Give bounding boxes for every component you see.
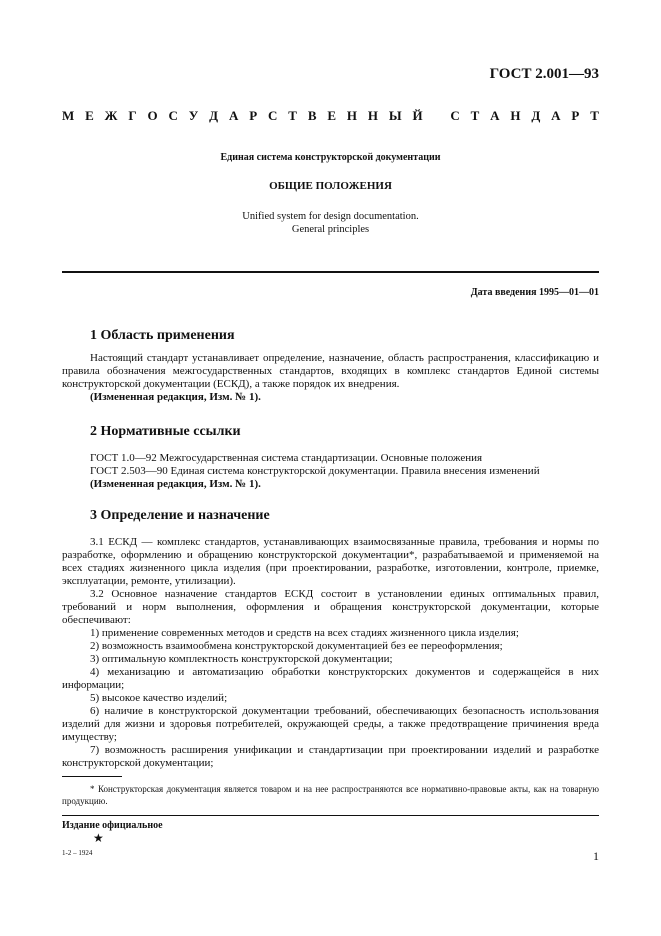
interstate-letter: А [228,108,239,123]
section-3-2: 3.2 Основное назначение стандартов ЕСКД состоит в установлении единых оптимальных правил, требований и норм выполнения, оформления и обращения конструкторской документации, которые обеспечивают: [62,588,599,626]
interstate-letter: А [490,108,500,123]
interstate-letter: Е [85,108,94,123]
interstate-letter: М [62,108,75,123]
interstate-letter: У [188,108,199,123]
interstate-letter: А [551,108,561,123]
interstate-letter: Д [209,108,219,123]
interstate-letter: Н [510,108,521,123]
interstate-letter: Д [531,108,541,123]
footer-divider [62,815,599,816]
document-title: ОБЩИЕ ПОЛОЖЕНИЯ [269,180,392,192]
official-edition-label: Издание официальное [62,820,163,831]
english-title-line-1: Unified system for design documentation. [242,211,419,222]
interstate-letter: В [307,108,317,123]
interstate-letter: О [147,108,158,123]
section-1-heading: 1 Область применения [90,328,235,343]
introduction-date: Дата введения 1995—01—01 [470,287,599,298]
interstate-letter: Н [346,108,358,123]
interstate-letter: С [450,108,460,123]
list-item: 4) механизацию и автоматизацию обработки конструкторских документов и содержащейся в них информации; [62,666,599,691]
section-3-body [62,536,599,770]
interstate-letter: С [268,108,278,123]
section-3-1: 3.1 ЕСКД — комплекс стандартов, устанавливающих взаимосвязанные правила, требования и нормы по разработке, оформлению и обращению конструкторской документации*, разрабатываемой и применяемой на всех стадиях жизненного цикла изделия (при проектировании, разработке, изготовлении, контроле, приемке, эксплуатации, ремонте, утилизации). [62,536,599,587]
interstate-letter: Г [128,108,137,123]
section-2-ref-2: ГОСТ 2.503—90 Единая система конструкторской документации. Правила внесения изменений [90,465,540,477]
english-title-line-2: General principles [291,224,370,235]
gost-code: ГОСТ 2.001—93 [489,66,599,82]
section-2-ref-1: ГОСТ 1.0—92 Межгосударственная система стандартизации. Основные положения [90,452,483,464]
interstate-letter: Ы [388,108,402,123]
page-number: 1 [593,849,599,863]
list-item: 7) возможность расширения унификации и стандартизации при проектировании изделий и разработке конструкторской документации; [62,744,599,769]
star-icon: ★ [93,831,104,845]
english-title [0,210,661,236]
list-item: 3) оптимальную комплектность конструкторской документации; [90,653,393,665]
interstate-letter: Р [571,108,580,123]
interstate-standard-label [62,108,599,124]
list-item: 6) наличие в конструкторской документации требований, обеспечивающих безопасность использования изделий для жизни и здоровья потребителей, окружающей среды, а также предотвращение причинения вреда имуществу; [62,705,599,743]
interstate-letter: Т [590,108,599,123]
list-item: 1) применение современных методов и средств на всех стадиях жизненного цикла изделия; [90,627,519,639]
interstate-letter: Ж [104,108,118,123]
interstate-letter: Т [470,108,480,123]
section-3-heading: 3 Определение и назначение [90,508,270,523]
system-name: Единая система конструкторской документации [220,152,441,163]
list-item: 5) высокое качество изделий; [90,692,228,704]
section-2-heading: 2 Нормативные ссылки [90,424,241,439]
footnote-divider [62,776,122,777]
interstate-letter [433,108,439,124]
interstate-letter: Т [288,108,297,123]
interstate-letter: Р [249,108,258,123]
interstate-letter: С [168,108,178,123]
interstate-letter: Й [412,108,423,123]
title-divider [62,271,599,273]
print-code: 1-2 – 1924 [62,849,93,857]
interstate-letter: Е [327,108,337,123]
section-1-body [62,352,599,404]
section-2-body [62,452,599,491]
footnote-text: * Конструкторская документация является товаром и на нее распространяются все нормативно-правовые акты, как на товарную продукцию. [62,784,599,806]
list-item: 2) возможность взаимообмена конструкторской документацией без ее переоформления; [90,640,503,652]
section-1-text: Настоящий стандарт устанавливает определение, назначение, область распространения, классификацию и правила обозначения межгосударственных стандартов, входящих в комплекс стандартов Единой системы конструкторской документации (ЕСКД), а также порядок их внедрения. [62,352,599,390]
section-2-amendment: (Измененная редакция, Изм. № 1). [90,478,261,490]
footnote [62,783,599,807]
interstate-letter: Н [367,108,378,123]
section-1-amendment: (Измененная редакция, Изм. № 1). [90,391,261,403]
